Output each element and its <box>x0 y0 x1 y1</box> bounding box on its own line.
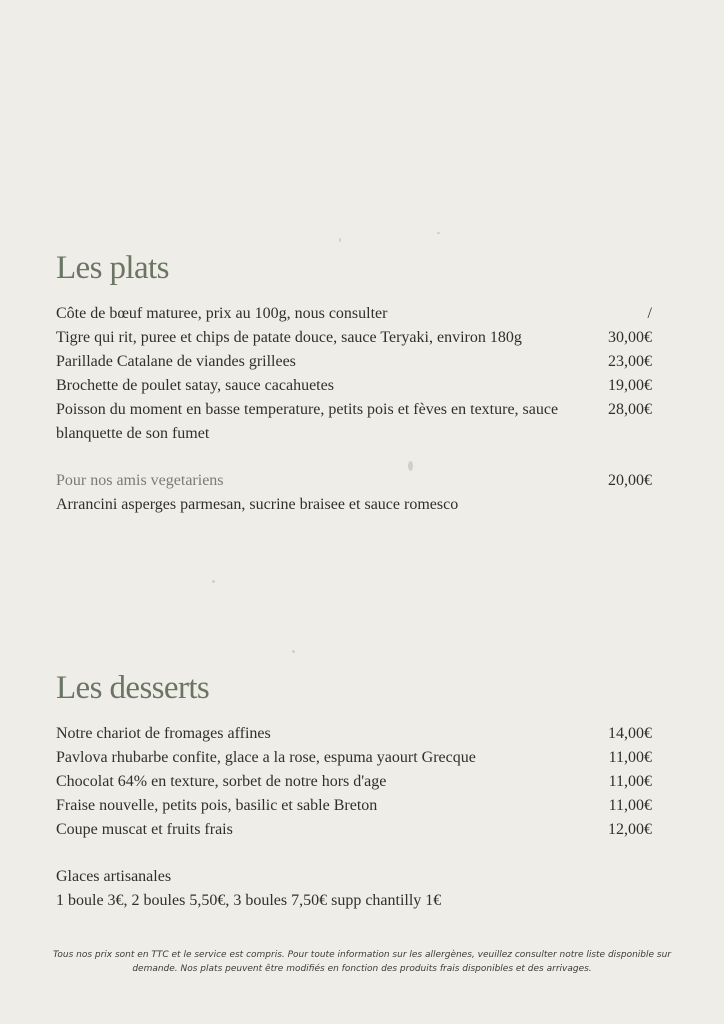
menu-item <box>56 746 652 770</box>
menu-item-name: Chocolat 64% en texture, sorbet de notre hors d'age <box>56 773 387 790</box>
vegetarian-price: 20,00€ <box>608 472 652 489</box>
menu-item-price: 12,00€ <box>608 821 652 838</box>
menu-item-price: 28,00€ <box>608 401 652 418</box>
menu-item <box>56 398 652 446</box>
menu-item-name: Pavlova rhubarbe confite, glace a la rose, espuma yaourt Grecque <box>56 749 476 766</box>
paper-speck <box>212 580 215 583</box>
section-title-plats: Les plats <box>56 250 169 286</box>
paper-speck <box>292 650 295 653</box>
menu-item-price: / <box>647 305 652 322</box>
menu-item-price: 19,00€ <box>608 377 652 394</box>
vegetarian-dish <box>56 493 652 517</box>
menu-item <box>56 326 652 350</box>
menu-item <box>56 722 652 746</box>
menu-item-price: 11,00€ <box>608 773 652 790</box>
section-title-desserts: Les desserts <box>56 670 210 706</box>
menu-item <box>56 770 652 794</box>
menu-item-name: Fraise nouvelle, petits pois, basilic et sable Breton <box>56 797 378 814</box>
ice-cream-label: Glaces artisanales <box>56 868 172 885</box>
menu-item-name: Tigre qui rit, puree et chips de patate douce, sauce Teryaki, environ 180g <box>56 329 522 346</box>
vegetarian-label: Pour nos amis vegetariens <box>56 472 224 489</box>
menu-item <box>56 374 652 398</box>
menu-item-price: 11,00€ <box>608 749 652 766</box>
ice-cream-header <box>56 865 652 889</box>
ice-cream-prices: 1 boule 3€, 2 boules 5,50€, 3 boules 7,50€ supp chantilly 1€ <box>56 892 442 909</box>
menu-item-name: Poisson du moment en basse temperature, petits pois et fèves en texture, sauce blanquette de son fumet <box>56 401 559 442</box>
menu-item-name: Parillade Catalane de viandes grillees <box>56 353 296 370</box>
menu-item-price: 23,00€ <box>608 353 652 370</box>
menu-item <box>56 818 652 842</box>
vegetarian-dish-name: Arrancini asperges parmesan, sucrine braisee et sauce romesco <box>56 496 459 513</box>
vegetarian-header <box>56 469 652 493</box>
footnote: Tous nos prix sont en TTC et le service est compris. Pour toute information sur les allergènes, veuillez consulter notre liste disponible sur demande. Nos plats peuvent être modifiés en fonction des produits frais disponibles et des arrivages. <box>52 950 671 974</box>
menu-item-name: Coupe muscat et fruits frais <box>56 821 233 838</box>
paper-speck <box>339 238 341 242</box>
menu-item-price: 11,00€ <box>608 797 652 814</box>
menu-item-name: Brochette de poulet satay, sauce cacahuetes <box>56 377 334 394</box>
menu-item <box>56 350 652 374</box>
menu-item-price: 30,00€ <box>608 329 652 346</box>
ice-cream-details <box>56 889 652 913</box>
menu-item-price: 14,00€ <box>608 725 652 742</box>
menu-item <box>56 794 652 818</box>
menu-item-name: Notre chariot de fromages affines <box>56 725 271 742</box>
paper-speck <box>437 232 440 234</box>
menu-item <box>56 302 652 326</box>
menu-item-name: Côte de bœuf maturee, prix au 100g, nous consulter <box>56 305 388 322</box>
